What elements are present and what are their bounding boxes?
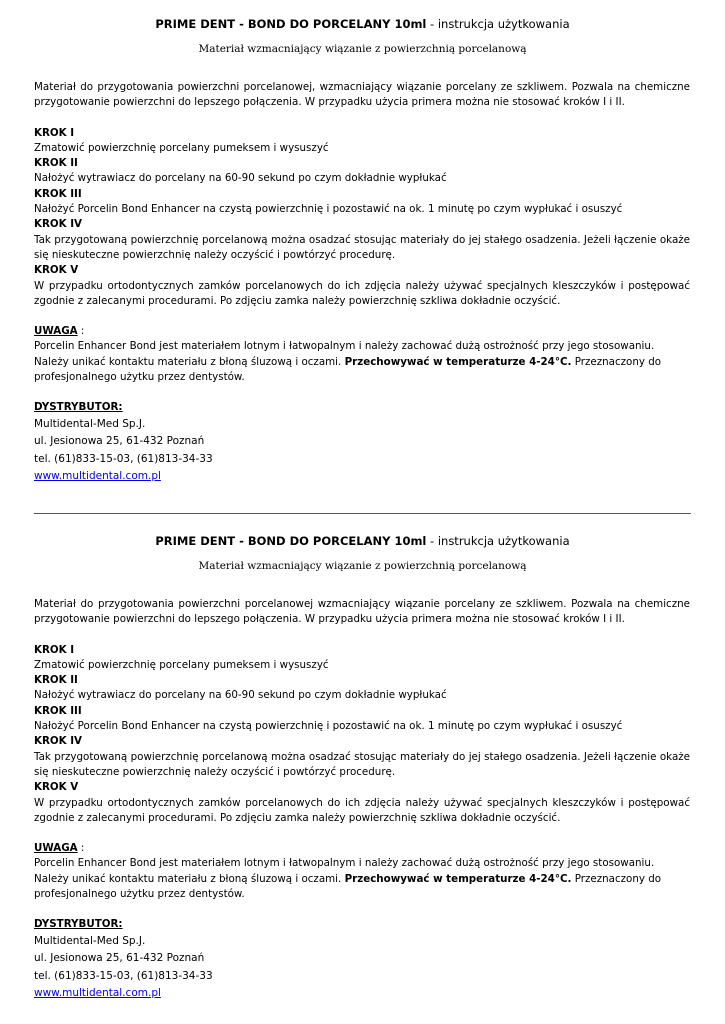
warning-text-part: Przeznaczony do profesjonalnego użytku przez dentystów. bbox=[34, 355, 662, 384]
warning-heading: UWAGA bbox=[34, 325, 78, 338]
step-text: Nałożyć Porcelin Bond Enhancer na czystą powierzchnię i pozostawić na ok. 1 minutę po czym wypłukać i osuszyć bbox=[34, 720, 623, 733]
warning-text-part: Porcelin Enhancer Bond jest materiałem lotnym i łatwopalnym i należy zachować dużą ostrożność przy jego stosowaniu. Należy unikać kontaktu materiału z błoną śluzową i oczami. bbox=[34, 857, 655, 885]
distributor-heading: DYSTRYBUTOR: bbox=[34, 918, 123, 931]
step-text: W przypadku ortodontycznych zamków porcelanowych do ich zdjęcia należy używać specjalnych kleszczyków i postępować zgodnie z zalecanymi procedurami. Po zdjęciu zamka należy powierzchnię szkliwa dokładnie oczyścić. bbox=[34, 279, 690, 307]
website-link[interactable]: www.multidental.com.pl bbox=[34, 987, 161, 1000]
distributor-name: Multidental-Med Sp.J. bbox=[34, 417, 146, 430]
distributor-section bbox=[34, 917, 690, 1002]
title-product: PRIME DENT - BOND DO PORCELANY 10ml bbox=[155, 534, 427, 548]
step-heading: KROK III bbox=[34, 704, 82, 717]
warning-colon: : bbox=[77, 842, 85, 855]
document-subtitle: Materiał wzmacniający wiązanie z powierzchnią porcelanową bbox=[198, 560, 527, 572]
storage-temperature: Przechowywać w temperaturze 4-24°C. bbox=[344, 872, 572, 885]
distributor-phone: tel. (61)833-15-03, (61)813-34-33 bbox=[34, 452, 213, 465]
step-text: W przypadku ortodontycznych zamków porcelanowych do ich zdjęcia należy używać specjalnych kleszczyków i postępować zgodnie z zalecanymi procedurami. Po zdjęciu zamka należy powierzchnię szkliwa dokładnie oczyścić. bbox=[34, 796, 690, 824]
step-heading: KROK II bbox=[34, 674, 78, 687]
document-title bbox=[0, 17, 725, 32]
warning-section bbox=[34, 841, 690, 902]
step-text: Zmatowić powierzchnię porcelany pumeksem i wysuszyć bbox=[34, 658, 329, 671]
title-suffix: - instrukcja użytkowania bbox=[426, 534, 570, 548]
step-heading: KROK IV bbox=[34, 218, 83, 231]
warning-section bbox=[34, 324, 690, 385]
distributor-section bbox=[34, 400, 690, 485]
distributor-address: ul. Jesionowa 25, 61-432 Poznań bbox=[34, 435, 205, 448]
step-text: Nałożyć wytrawiacz do porcelany na 60-90 sekund po czym dokładnie wypłukać bbox=[34, 689, 447, 702]
steps-list bbox=[34, 126, 690, 310]
intro-paragraph: Materiał do przygotowania powierzchni porcelanowej wzmacniający wiązanie porcelany ze szkliwem. Pozwala na chemiczne przygotowanie powierzchni do lepszego połączenia. W przypadku użycia primera można nie stosować kroków I i II. bbox=[34, 598, 690, 626]
distributor-heading: DYSTRYBUTOR: bbox=[34, 401, 123, 414]
storage-temperature: Przechowywać w temperaturze 4-24°C. bbox=[344, 355, 572, 368]
title-suffix: - instrukcja użytkowania bbox=[426, 17, 570, 31]
document-body bbox=[34, 597, 690, 1003]
warning-colon: : bbox=[77, 325, 85, 338]
warning-text-part: Przeznaczony do profesjonalnego użytku przez dentystów. bbox=[34, 872, 662, 901]
step-text: Nałożyć Porcelin Bond Enhancer na czystą powierzchnię i pozostawić na ok. 1 minutę po czym wypłukać i osuszyć bbox=[34, 203, 623, 216]
step-heading: KROK IV bbox=[34, 735, 83, 748]
website-link[interactable]: www.multidental.com.pl bbox=[34, 470, 161, 483]
step-heading: KROK I bbox=[34, 643, 75, 656]
warning-text bbox=[34, 856, 690, 902]
step-heading: KROK V bbox=[34, 264, 79, 277]
step-text: Zmatowić powierzchnię porcelany pumeksem i wysuszyć bbox=[34, 141, 329, 154]
step-heading: KROK III bbox=[34, 187, 82, 200]
step-heading: KROK I bbox=[34, 126, 75, 139]
section-divider bbox=[34, 513, 691, 514]
intro-paragraph: Materiał do przygotowania powierzchni porcelanowej, wzmacniający wiązanie porcelany ze szkliwem. Pozwala na chemiczne przygotowanie powierzchni do lepszego połączenia. W przypadku użycia primera można nie stosować kroków I i II. bbox=[34, 81, 690, 109]
steps-list bbox=[34, 643, 690, 827]
step-text: Tak przygotowaną powierzchnię porcelanową można osadzać stosując materiały do jej stałego osadzenia. Jeżeli łączenie okaże się nieskuteczne powierzchnię należy oczyścić i powtórzyć procedurę. bbox=[34, 750, 690, 778]
step-heading: KROK V bbox=[34, 781, 79, 794]
document-subtitle: Materiał wzmacniający wiązanie z powierzchnią porcelanową bbox=[198, 43, 527, 55]
warning-text-part: Porcelin Enhancer Bond jest materiałem lotnym i łatwopalnym i należy zachować dużą ostrożność przy jego stosowaniu. Należy unikać kontaktu materiału z błoną śluzową i oczami. bbox=[34, 340, 655, 368]
distributor-phone: tel. (61)833-15-03, (61)813-34-33 bbox=[34, 969, 213, 982]
title-product: PRIME DENT - BOND DO PORCELANY 10ml bbox=[155, 17, 427, 31]
warning-text bbox=[34, 339, 690, 385]
document-body bbox=[34, 80, 690, 486]
step-text: Tak przygotowaną powierzchnię porcelanową można osadzać stosując materiały do jej stałego osadzenia. Jeżeli łączenie okaże się nieskuteczne powierzchnię należy oczyścić i powtórzyć procedurę. bbox=[34, 233, 690, 261]
step-text: Nałożyć wytrawiacz do porcelany na 60-90 sekund po czym dokładnie wypłukać bbox=[34, 172, 447, 185]
warning-heading: UWAGA bbox=[34, 842, 78, 855]
document-title bbox=[0, 534, 725, 549]
distributor-address: ul. Jesionowa 25, 61-432 Poznań bbox=[34, 952, 205, 965]
step-heading: KROK II bbox=[34, 157, 78, 170]
distributor-name: Multidental-Med Sp.J. bbox=[34, 934, 146, 947]
